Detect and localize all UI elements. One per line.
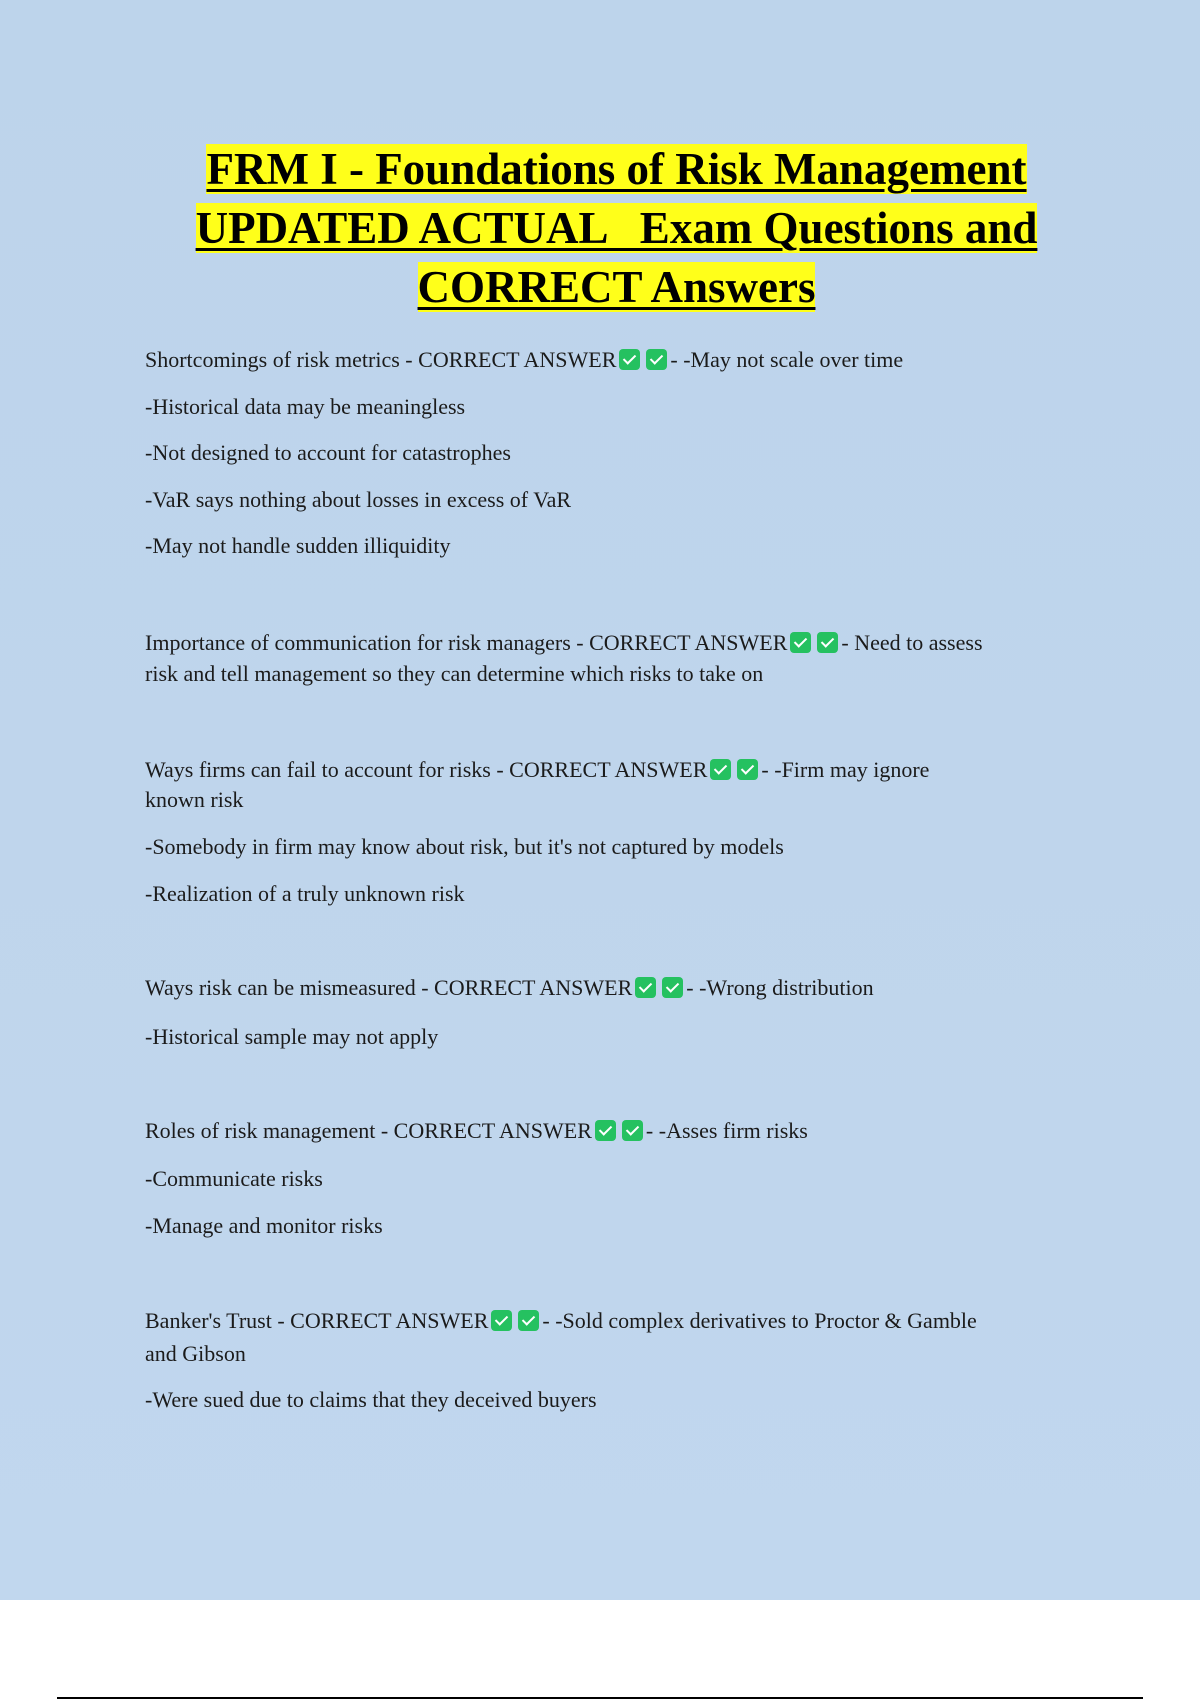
answer-marker: CORRECT ANSWER [589,630,788,655]
check-mark-button-icon [622,1120,643,1141]
title-line-2: UPDATED ACTUAL Exam Questions and [195,203,1038,253]
entry-answer: - -Asses firm risks [645,1118,808,1143]
footer-divider [57,1697,1143,1699]
entry-3-line-1: -Somebody in firm may know about risk, but it's not captured by models [145,834,784,859]
entry-question: Banker's Trust - [145,1308,291,1333]
check-mark-button-icon [491,1310,512,1331]
check-mark-button-icon [662,977,683,998]
answer-marker: CORRECT ANSWER [290,1308,489,1333]
entry-1-heading [145,344,1080,375]
entry-3-continuation: known risk [145,787,244,812]
title-line-1: FRM I - Foundations of Risk Management [206,144,1027,194]
check-mark-button-icon [710,759,731,780]
entry-3-line-2: -Realization of a truly unknown risk [145,881,465,906]
entry-question: Shortcomings of risk metrics - [145,347,419,372]
check-mark-button-icon [595,1120,616,1141]
entry-5-line-1: -Communicate risks [145,1166,323,1191]
entry-answer: - -May not scale over time [670,347,904,372]
check-mark-button-icon [817,632,838,653]
entry-1-line-4: -May not handle sudden illiquidity [145,533,451,558]
check-mark-button-icon [790,632,811,653]
entry-4-line-1: -Historical sample may not apply [145,1024,439,1049]
entry-1-line-1: -Historical data may be meaningless [145,394,466,419]
answer-marker: CORRECT ANSWER [509,757,708,782]
entry-1-line-2: -Not designed to account for catastrophes [145,440,511,465]
entry-4-heading [145,972,1080,1003]
entry-6-continuation: and Gibson [145,1341,246,1366]
entry-answer: - Need to assess [841,630,983,655]
entry-5-heading [145,1115,1080,1146]
entry-answer: - -Wrong distribution [686,975,874,1000]
answer-marker: CORRECT ANSWER [393,1118,592,1143]
entry-question: Roles of risk management - [145,1118,394,1143]
entry-2-heading [145,627,1080,658]
entry-6-line-1: -Were sued due to claims that they deceived buyers [145,1387,597,1412]
check-mark-button-icon [518,1310,539,1331]
entry-2-continuation: risk and tell management so they can determine which risks to take on [145,661,764,686]
entry-3-heading [145,754,1080,785]
check-mark-button-icon [635,977,656,998]
entry-question: Importance of communication for risk managers - [145,630,590,655]
answer-marker: CORRECT ANSWER [434,975,633,1000]
entry-5-line-2: -Manage and monitor risks [145,1213,383,1238]
check-mark-button-icon [737,759,758,780]
entry-1-line-3: -VaR says nothing about losses in excess of VaR [145,487,572,512]
document-title [100,140,1133,317]
check-mark-button-icon [646,349,667,370]
entry-answer: - -Firm may ignore [761,757,930,782]
entry-answer: - -Sold complex derivatives to Proctor & Gamble [542,1308,977,1333]
title-line-3: CORRECT Answers [417,262,816,312]
entry-6-heading [145,1305,1080,1336]
entry-question: Ways risk can be mismeasured - [145,975,435,1000]
answer-marker: CORRECT ANSWER [418,347,617,372]
entry-question: Ways firms can fail to account for risks - [145,757,510,782]
check-mark-button-icon [619,349,640,370]
